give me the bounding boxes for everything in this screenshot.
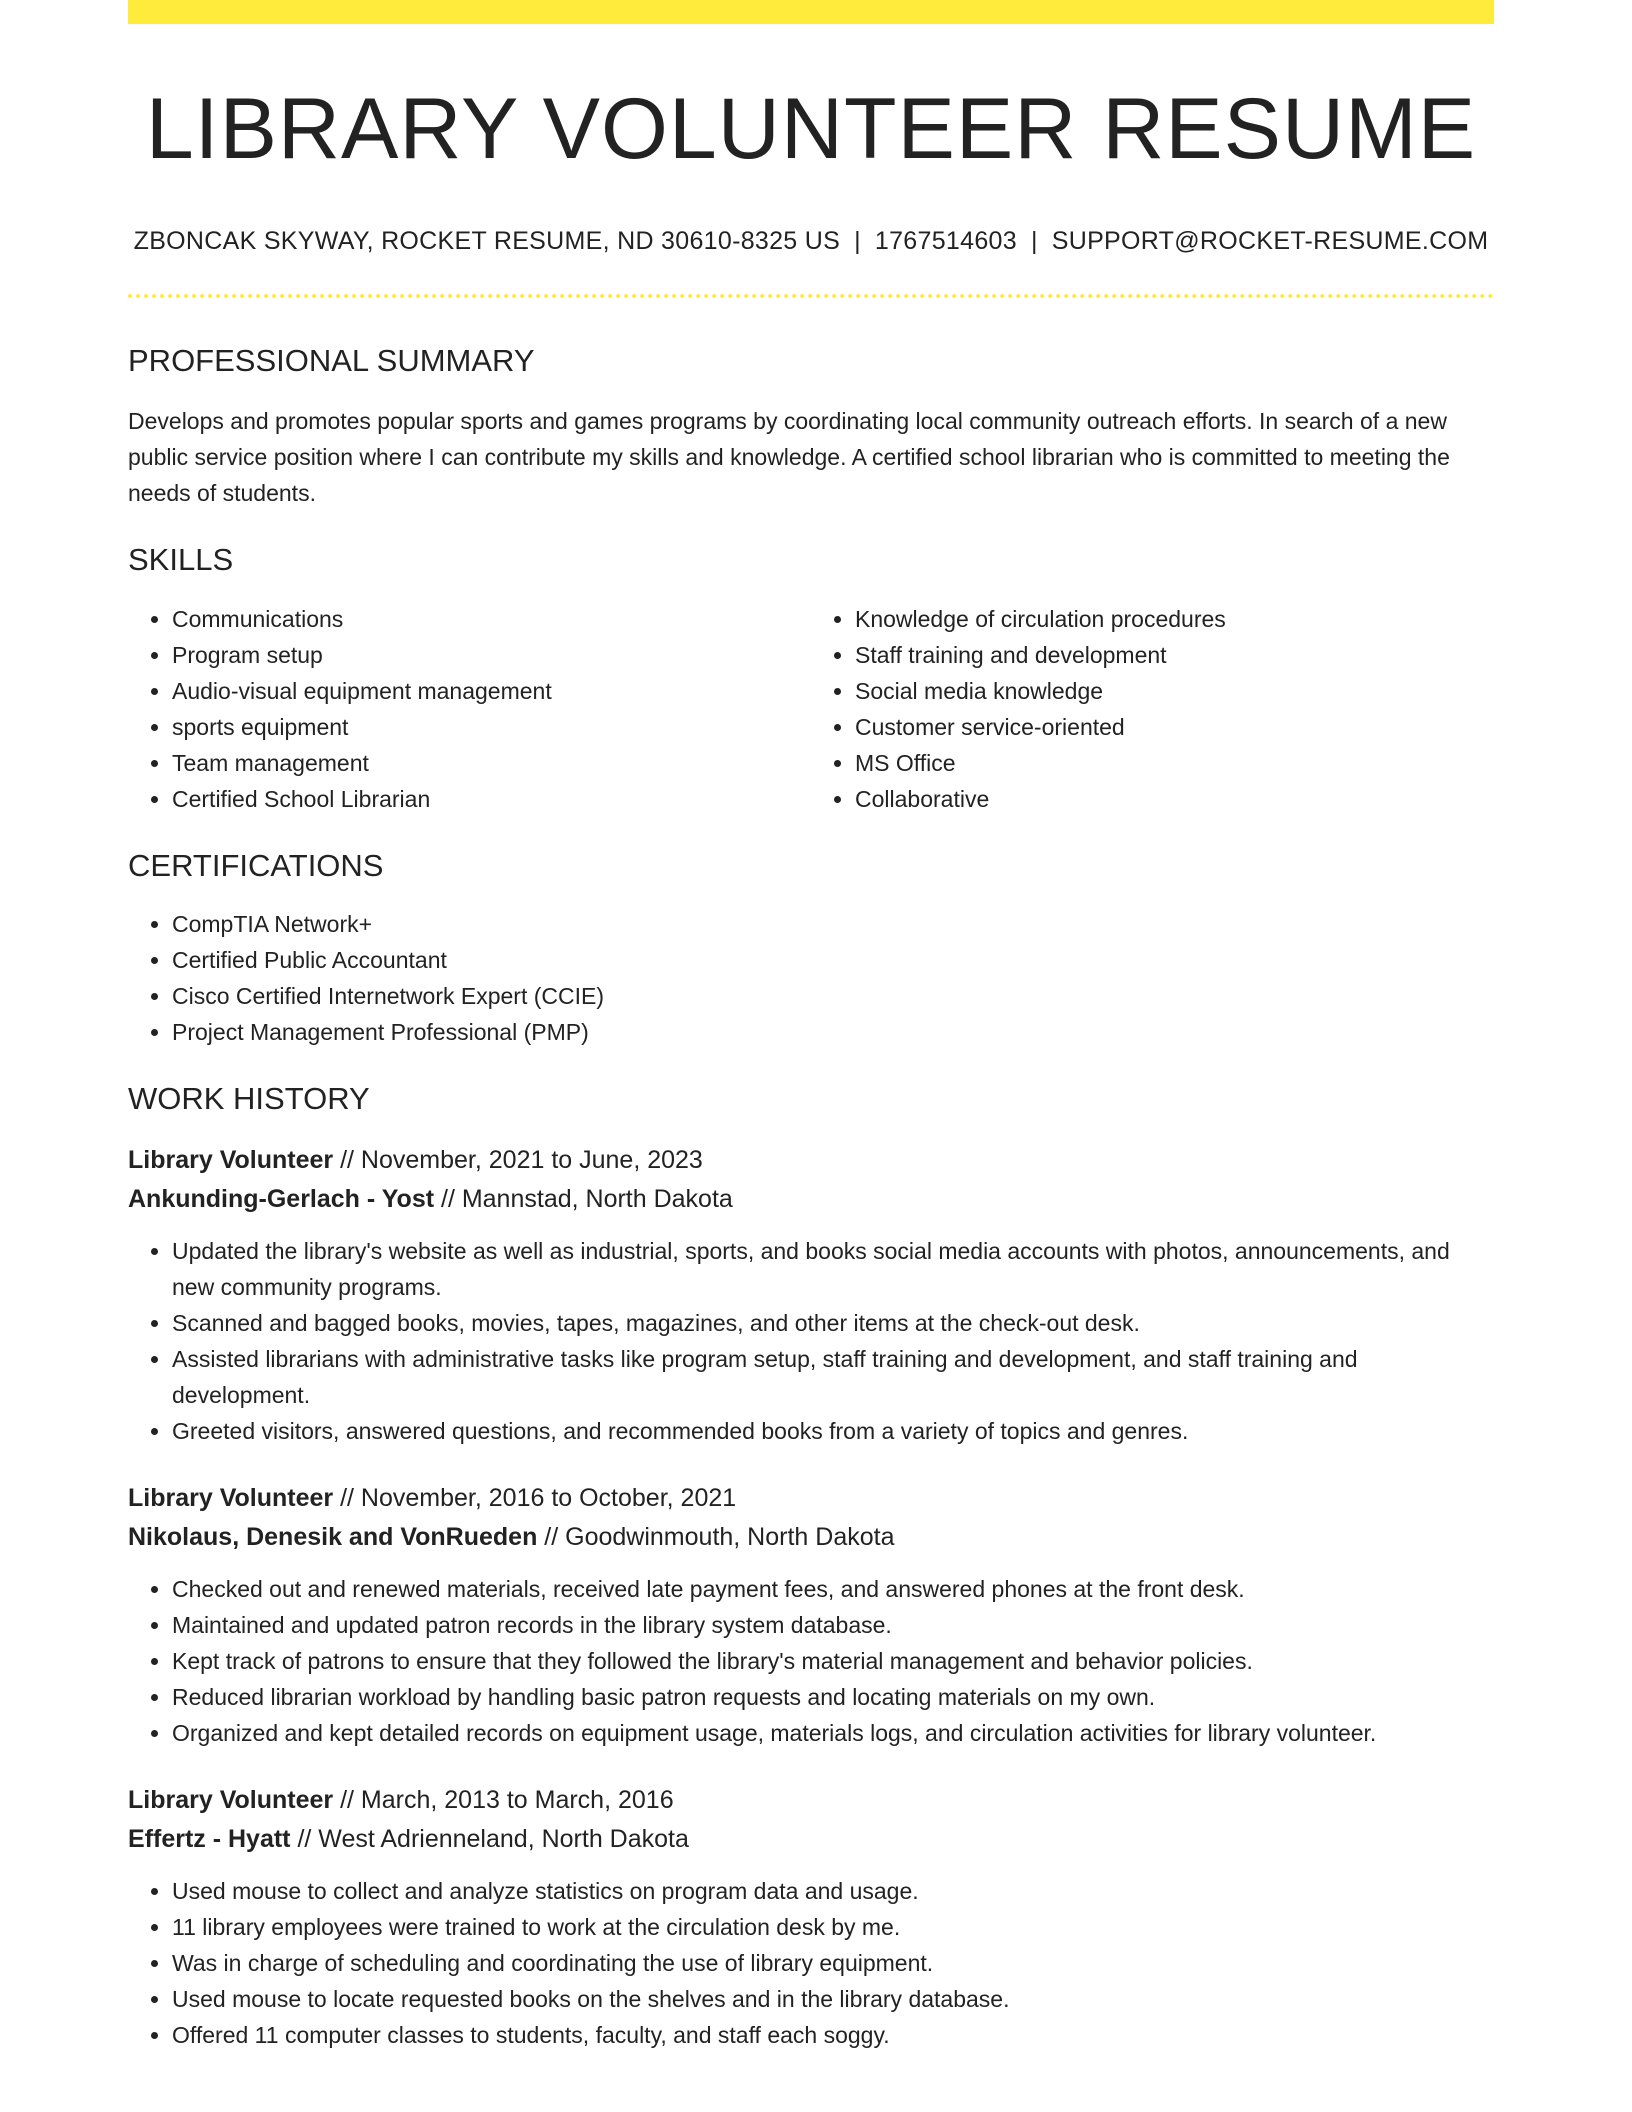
job-bullet: • Assisted librarians with administrative tasks like program setup, staff training and development, and staff training and development. [172, 1341, 1494, 1413]
work-history-section [128, 1080, 1494, 2053]
job-bullet: • Updated the library's website as well as industrial, sports, and books social media accounts with photos, announcements, and new community programs. [172, 1233, 1494, 1305]
contact-address: ZBONCAK SKYWAY, ROCKET RESUME, ND 30610-8325 US [133, 227, 841, 256]
job-bullet: • Greeted visitors, answered questions, and recommended books from a variety of topics and genres. [172, 1413, 1494, 1449]
job-bullets [128, 1233, 1494, 1449]
certifications-section [128, 847, 1494, 1050]
job-bullet: • Offered 11 computer classes to students, faculty, and staff each soggy. [172, 2017, 1494, 2053]
skill-item: • Certified School Librarian [172, 781, 811, 817]
contact-phone: 1767514603 [874, 227, 1017, 256]
job-company: Nikolaus, Denesik and VonRueden [128, 1522, 538, 1551]
job-company-line [128, 1820, 1494, 1859]
skill-item: • Customer service-oriented [855, 709, 1494, 745]
job-bullets [128, 1873, 1494, 2053]
skills-list-left [128, 601, 811, 817]
contact-separator: | [854, 227, 861, 256]
job-bullet: • Used mouse to locate requested books on the shelves and in the library database. [172, 1981, 1494, 2017]
skill-item: • Team management [172, 745, 811, 781]
job-bullet: • 11 library employees were trained to work at the circulation desk by me. [172, 1909, 1494, 1945]
job-entry [128, 1781, 1494, 2053]
job-dates: // November, 2016 to October, 2021 [333, 1483, 737, 1512]
certification-item: • CompTIA Network+ [172, 906, 1494, 942]
job-location: // West Adrienneland, North Dakota [290, 1824, 689, 1853]
skill-item: • Program setup [172, 637, 811, 673]
certification-item: • Cisco Certified Internetwork Expert (CCIE) [172, 978, 1494, 1014]
job-role-line [128, 1479, 1494, 1518]
skills-list-right [811, 601, 1494, 817]
summary-section [128, 342, 1494, 511]
summary-text: Develops and promotes popular sports and games programs by coordinating local community outreach efforts. In search of a new public service position where I can contribute my skills and knowledge. A certified school librarian who is committed to meeting the needs of students. [128, 408, 1450, 507]
summary-heading: PROFESSIONAL SUMMARY [128, 343, 535, 379]
job-bullet: • Kept track of patrons to ensure that they followed the library's material management and behavior policies. [172, 1643, 1494, 1679]
skills-section [128, 541, 1494, 816]
job-bullet: • Organized and kept detailed records on equipment usage, materials logs, and circulation activities for library volunteer. [172, 1715, 1494, 1751]
skills-columns [128, 601, 1494, 817]
job-company: Effertz - Hyatt [128, 1824, 291, 1853]
contact-email: SUPPORT@ROCKET-RESUME.COM [1051, 227, 1489, 256]
skill-item: • Collaborative [855, 781, 1494, 817]
job-role: Library Volunteer [128, 1785, 334, 1814]
skill-item: • Audio-visual equipment management [172, 673, 811, 709]
resume-page [128, 0, 1494, 2053]
skills-heading: SKILLS [128, 542, 234, 578]
job-company-line [128, 1180, 1494, 1219]
certifications-heading: CERTIFICATIONS [128, 847, 384, 883]
job-entry [128, 1141, 1494, 1449]
skill-item: • sports equipment [172, 709, 811, 745]
contact-line [128, 227, 1494, 256]
job-bullet: • Maintained and updated patron records in the library system database. [172, 1607, 1494, 1643]
skill-item: • Knowledge of circulation procedures [855, 601, 1494, 637]
dotted-divider [128, 294, 1494, 298]
contact-separator: | [1030, 227, 1038, 256]
skill-item: • Staff training and development [855, 637, 1494, 673]
job-company: Ankunding-Gerlach - Yost [128, 1184, 435, 1213]
job-role-line [128, 1141, 1494, 1180]
certification-item: • Certified Public Accountant [172, 942, 1494, 978]
job-bullet: • Reduced librarian workload by handling basic patron requests and locating materials on my own. [172, 1679, 1494, 1715]
job-role: Library Volunteer [128, 1145, 334, 1174]
job-role-line [128, 1781, 1494, 1820]
job-role: Library Volunteer [128, 1483, 334, 1512]
certifications-list [128, 906, 1494, 1050]
resume-title: LIBRARY VOLUNTEER RESUME [145, 81, 1477, 177]
job-bullet: • Scanned and bagged books, movies, tapes, magazines, and other items at the check-out desk. [172, 1305, 1494, 1341]
job-dates: // November, 2021 to June, 2023 [333, 1145, 703, 1174]
job-company-line [128, 1518, 1494, 1557]
accent-top-bar [128, 0, 1494, 24]
work-history-heading: WORK HISTORY [128, 1080, 370, 1116]
certification-item: • Project Management Professional (PMP) [172, 1014, 1494, 1050]
job-location: // Mannstad, North Dakota [434, 1184, 733, 1213]
job-bullet: • Checked out and renewed materials, received late payment fees, and answered phones at the front desk. [172, 1571, 1494, 1607]
skill-item: • MS Office [855, 745, 1494, 781]
job-entry [128, 1479, 1494, 1751]
job-bullets [128, 1571, 1494, 1751]
job-dates: // March, 2013 to March, 2016 [333, 1785, 674, 1814]
skill-item: • Social media knowledge [855, 673, 1494, 709]
skill-item: • Communications [172, 601, 811, 637]
job-location: // Goodwinmouth, North Dakota [537, 1522, 895, 1551]
job-bullet: • Used mouse to collect and analyze statistics on program data and usage. [172, 1873, 1494, 1909]
job-bullet: • Was in charge of scheduling and coordinating the use of library equipment. [172, 1945, 1494, 1981]
